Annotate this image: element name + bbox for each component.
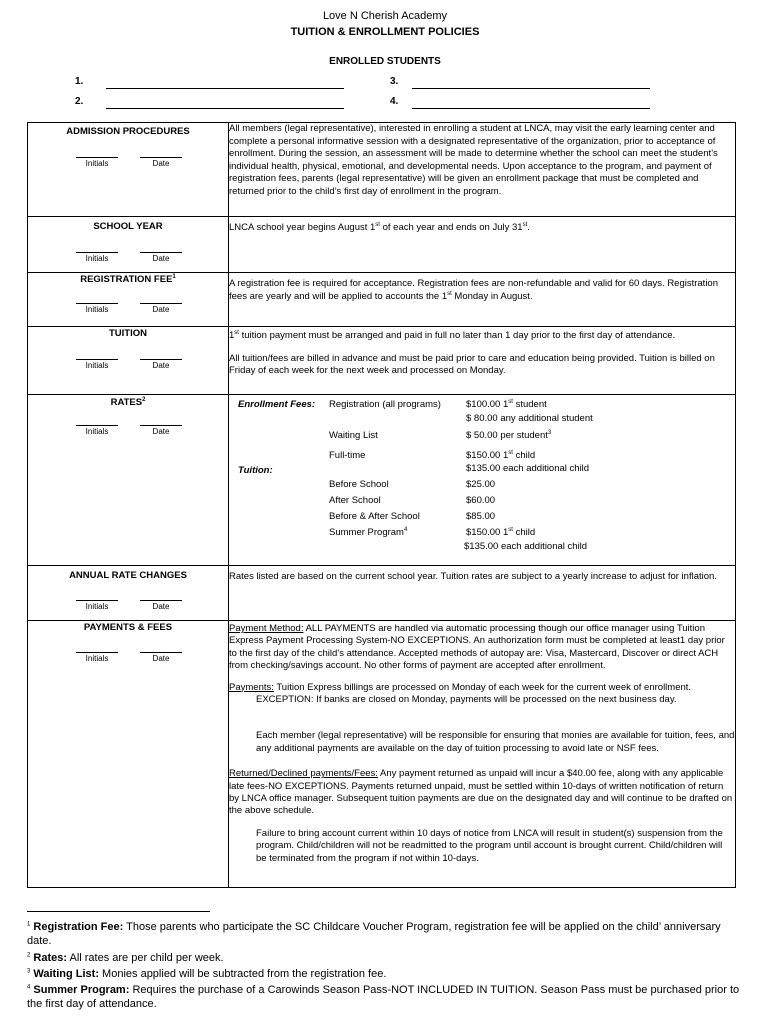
student-slot-1-label: 1. <box>75 76 84 87</box>
rate-after-school: After School <box>329 495 381 506</box>
rate-before-after: Before & After School <box>329 511 420 522</box>
rate-after-school-amount: $60.00 <box>466 495 496 506</box>
rate-registration-first: $100.00 1st student <box>466 398 547 410</box>
date-field[interactable]: Date <box>140 303 182 314</box>
tuition-label-cell <box>28 327 229 395</box>
annual-title: ANNUAL RATE CHANGES <box>69 570 187 581</box>
student-slot-4-line[interactable] <box>412 108 650 109</box>
tuition-text <box>229 327 736 395</box>
rate-fulltime: Full-time <box>329 450 366 461</box>
initials-field[interactable]: Initials <box>76 425 118 436</box>
footnote-1: $^1$ Registration Fee: Those parents who participate the SC Childcare Voucher Program, registration fee will be applied on the child’ anniversary date. <box>27 921 721 947</box>
date-field[interactable]: Date <box>140 359 182 370</box>
admission-title: ADMISSION PROCEDURES <box>66 126 190 137</box>
member-responsibility-paragraph: Each member (legal representative) will be responsible for ensuring that monies are available for tuition, fees, and any additional payments are available on the day of tuition processing to avoid late or NSF fees. <box>256 730 735 754</box>
student-slot-4-label: 4. <box>390 96 399 107</box>
footnote-3: $^3$ Waiting List: Monies applied will be subtracted from the registration fee. <box>27 968 387 980</box>
enrollment-fees-label: Enrollment Fees: <box>238 399 316 410</box>
student-slot-1-line[interactable] <box>106 88 344 89</box>
student-slot-2-line[interactable] <box>106 108 344 109</box>
payments-label-cell <box>28 621 229 888</box>
rate-fulltime-first: $150.00 1st child <box>466 449 536 461</box>
rate-before-after-amount: $85.00 <box>466 511 496 522</box>
footnote-divider <box>27 911 210 912</box>
student-slot-3-label: 3. <box>390 76 399 87</box>
date-field[interactable]: Date <box>140 157 182 168</box>
student-slot-3-line[interactable] <box>412 88 650 89</box>
table-row <box>28 327 736 395</box>
tuition-paragraph-1: 1st tuition payment must be arranged and paid in full no later than 1 day prior to the first day of attendance. <box>229 329 676 341</box>
school-year-title: SCHOOL YEAR <box>93 221 163 232</box>
registration-text: A registration fee is required for acceptance. Registration fees are non-refundable and valid for 60 days. Registration fees are yearly and will be applied to accounts the 1st Monday in August. <box>229 273 736 327</box>
table-row <box>28 566 736 621</box>
payments-text <box>229 621 736 888</box>
payments-exception: EXCEPTION: If banks are closed on Monday, payments will be processed on the next business day. <box>256 694 677 706</box>
footnote-4: $^4$ Summer Program: Requires the purchase of a Carowinds Season Pass-NOT INCLUDED IN TUITION. Season Pass must be purchased prior to the first day of attendance. <box>27 984 740 1010</box>
initials-field[interactable]: Initials <box>76 600 118 611</box>
student-slot-2-label: 2. <box>75 96 84 107</box>
rate-before-school-amount: $25.00 <box>466 479 496 490</box>
registration-title: REGISTRATION FEE$^1$ <box>80 273 176 285</box>
rate-waiting-amount: $ 50.00 per student$^3$ <box>466 429 552 441</box>
rate-registration: Registration (all programs) <box>329 399 441 410</box>
failure-paragraph: Failure to bring account current within 10 days of notice from LNCA will result in student(s) suspension from the program. Child/children will not be readmitted to the program until account is brought current. Child/children will be terminated from the program if not within 10-days. <box>256 827 723 864</box>
rate-registration-additional: $ 80.00 any additional student <box>466 413 593 424</box>
date-field[interactable]: Date <box>140 600 182 611</box>
rate-summer-first: $150.00 1st child <box>466 526 536 538</box>
policy-table <box>27 122 736 888</box>
document-title: TUITION & ENROLLMENT POLICIES <box>290 26 480 38</box>
rate-fulltime-additional: $135.00 each additional child <box>466 463 590 474</box>
tuition-rates-label: Tuition: <box>238 465 273 476</box>
rate-before-school: Before School <box>329 479 389 490</box>
tuition-title: TUITION <box>109 328 147 339</box>
initials-field[interactable]: Initials <box>76 157 118 168</box>
admission-label-cell <box>28 123 229 217</box>
returned-payments-paragraph: Returned/Declined payments/Fees: Any payment returned as unpaid will incur a $40.00 fee, along with any applicable late fees-NO EXCEPTIONS. Payments returned unpaid, must be settled within 10-days of written notification of return by LNCA office manager. Subsequent tuition payments are due on the designated day and will continue to be drafted on the above schedule. <box>229 768 733 817</box>
section-heading: ENROLLED STUDENTS <box>329 56 441 67</box>
registration-label-cell <box>28 273 229 327</box>
rates-title: RATES$^2$ <box>110 396 146 408</box>
annual-text: Rates listed are based on the current school year. Tuition rates are subject to a yearly increase to adjust for inflation. <box>229 566 736 621</box>
initials-field[interactable]: Initials <box>76 359 118 370</box>
rate-summer-additional: $135.00 each additional child <box>464 541 588 552</box>
table-row <box>28 395 736 566</box>
rate-summer: Summer Program$^4$ <box>329 526 408 538</box>
table-row <box>28 273 736 327</box>
table-row <box>28 123 736 217</box>
payment-method-paragraph: Payment Method: ALL PAYMENTS are handled via automatic processing though our office manager using Tuition Express Payment Processing System-NO EXCEPTIONS. An authorization form must be completed at least1 day prior to the first day of the child’s attendance. Accepted methods of autopay are: Visa, Mastercard, Discover or direct ACH from checking/savings account. No other forms of payment are accepted after enrollment. <box>229 623 725 672</box>
rates-table <box>229 395 736 566</box>
school-year-label-cell <box>28 217 229 273</box>
annual-label-cell <box>28 566 229 621</box>
rates-label-cell <box>28 395 229 566</box>
tuition-paragraph-2: All tuition/fees are billed in advance and must be paid prior to care and education being provided. Tuition is billed on Friday of each week for the next week and processed on Monday. <box>229 352 715 377</box>
rate-waiting-list: Waiting List <box>329 430 378 441</box>
date-field[interactable]: Date <box>140 252 182 263</box>
admission-text: All members (legal representative), interested in enrolling a student at LNCA, may visit the early learning center and complete a personal informative session with a designated representative of the organization, prior to acceptance of enrollment. During the session, an assessment will be made to determine whether the school can meet the student’s individual health, physical, emotional, and developmental needs. Upon acceptance to the program, and payment of registration fees, parents (legal representative) will be given an enrollment package that must be completed and returned prior to the child’s first day of enrollment in the program. <box>229 123 736 217</box>
date-field[interactable]: Date <box>140 652 182 663</box>
school-year-text: LNCA school year begins August 1st of each year and ends on July 31st. <box>229 217 736 273</box>
initials-field[interactable]: Initials <box>76 252 118 263</box>
table-row <box>28 621 736 888</box>
initials-field[interactable]: Initials <box>76 652 118 663</box>
payments-paragraph: Payments: Tuition Express billings are processed on Monday of each week for the current week of enrollment. <box>229 681 692 693</box>
initials-field[interactable]: Initials <box>76 303 118 314</box>
payments-title: PAYMENTS & FEES <box>83 622 173 633</box>
date-field[interactable]: Date <box>140 425 182 436</box>
school-name: Love N Cherish Academy <box>322 10 448 22</box>
table-row <box>28 217 736 273</box>
footnote-2: $^2$ Rates: All rates are per child per week. <box>27 952 224 964</box>
